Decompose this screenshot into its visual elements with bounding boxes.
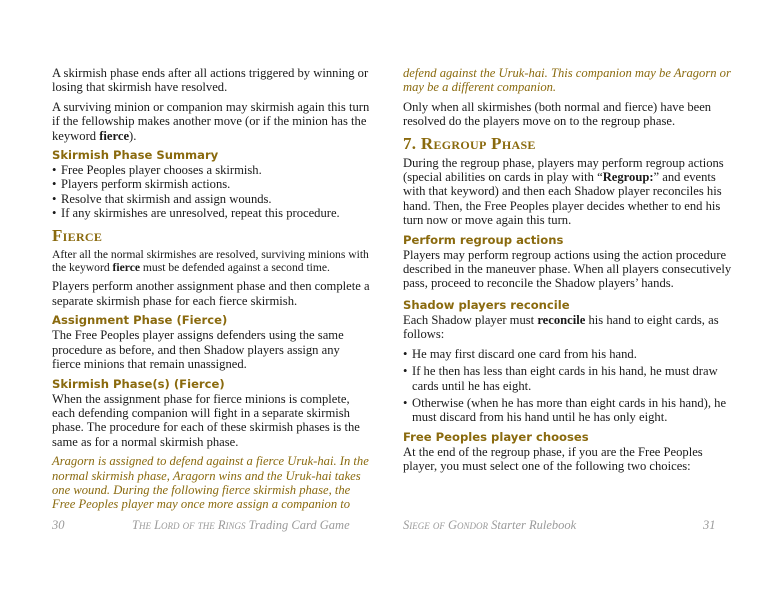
regroup-intro-paragraph [403,156,733,228]
keyword-fierce: fierce [112,261,140,275]
keyword-reconcile: reconcile [537,312,586,327]
perform-regroup-heading: Perform regroup actions [403,232,564,247]
assignment-fierce-paragraph: The Free Peoples player assigns defenders using the same procedure as before, and then Shadow players assign any fierce minions that remain unassigned. [52,328,344,372]
example-continued-paragraph: defend against the Uruk-hai. This companion may be Aragorn or may be a different companion. [403,66,731,95]
list-item: • Free Peoples player chooses a skirmish. [52,163,370,177]
right-footer-title [403,518,576,533]
list-item: • He may first discard one card from his hand. [403,347,733,361]
right-page-number: 31 [703,518,716,532]
keyword-fierce: fierce [99,128,130,143]
example-paragraph: Aragorn is assigned to defend against a fierce Uruk-hai. In the normal skirmish phase, Aragorn wins and the Uruk-hai takes one wound. During the following fierce skirmish phase, the Free Peoples player may once more assign a companion to [52,454,369,512]
list-item: • Otherwise (when he has more than eight cards in his hand), he must discard from his hand until he has only eight. [403,396,733,425]
product-title: Siege of Gondor [403,518,489,532]
list-item: • If any skirmishes are unresolved, repeat this procedure. [52,206,370,220]
skirmish-end-paragraph: A skirmish phase ends after all actions triggered by winning or losing that skirmish have resolved. [52,66,369,95]
left-page-number: 30 [52,518,65,532]
text-span: ” and events with that keyword) and then each Shadow player reconciles his hand. Then, the Free Peoples player decides whether to end his turn now or move again this turn. [403,170,722,228]
game-subtitle: Trading Card Game [245,518,350,532]
fierce-intro-paragraph [52,248,370,275]
game-title: The Lord of the Rings [132,518,246,532]
fierce-heading: Fierce [52,225,103,245]
right-page [388,0,776,600]
skirmish-again-paragraph [52,100,370,143]
left-column [52,66,370,517]
assignment-fierce-heading: Assignment Phase (Fierce) [52,313,228,328]
text-span: During the regroup phase, players may perform regroup actions (special abilities on cards in play with “ [403,155,724,185]
right-column [403,66,733,479]
free-peoples-chooses-paragraph: At the end of the regroup phase, if you are the Free Peoples player, you must select one of the following two choices: [403,444,703,474]
list-item: • Resolve that skirmish and assign wounds. [52,192,370,206]
shadow-reconcile-paragraph [403,313,733,342]
text-span: his hand to eight cards, as follows: [403,312,719,342]
skirmish-fierce-heading: Skirmish Phase(s) (Fierce) [52,376,225,391]
skirmish-summary-list [52,163,370,221]
skirmish-fierce-paragraph: When the assignment phase for fierce minions is complete, each defending companion will fight in a separate skirmish phase. The procedure for each of these skirmish phases is the same as for a normal skirmish phase. [52,391,360,449]
keyword-regroup: Regroup: [602,170,654,185]
all-skirmishes-paragraph: Only when all skirmishes (both normal and fierce) have been resolved do the players move on to the regroup phase. [403,99,712,129]
skirmish-summary-heading: Skirmish Phase Summary [52,148,219,163]
product-subtitle: Starter Rulebook [488,518,577,532]
list-item: • Players perform skirmish actions. [52,177,370,191]
text-span: must be defended against a second time. [140,261,330,275]
fierce-assignment-paragraph: Players perform another assignment phase and then complete a separate skirmish phase for each fierce skirmish. [52,279,370,308]
left-footer-title [132,518,350,533]
list-item: • If he then has less than eight cards in his hand, he must draw cards until he has eight. [403,364,733,393]
text-span: After all the normal skirmishes are resolved, surviving minions with the keyword [52,247,369,275]
text-span: A surviving minion or companion may skirmish again this turn if the fellowship makes another move (or if the minion has the keyword [52,99,370,143]
perform-regroup-paragraph: Players may perform regroup actions using the action procedure described in the maneuver phase. When all players consecutively pass, proceed to reconcile the Shadow players’ hands. [403,247,732,291]
free-peoples-chooses-heading: Free Peoples player chooses [403,429,589,444]
text-span: Each Shadow player must [403,312,538,327]
regroup-phase-heading: 7. Regroup Phase [403,133,536,153]
reconcile-list [403,347,733,425]
text-span: ). [129,128,137,143]
shadow-reconcile-heading: Shadow players reconcile [403,297,570,312]
